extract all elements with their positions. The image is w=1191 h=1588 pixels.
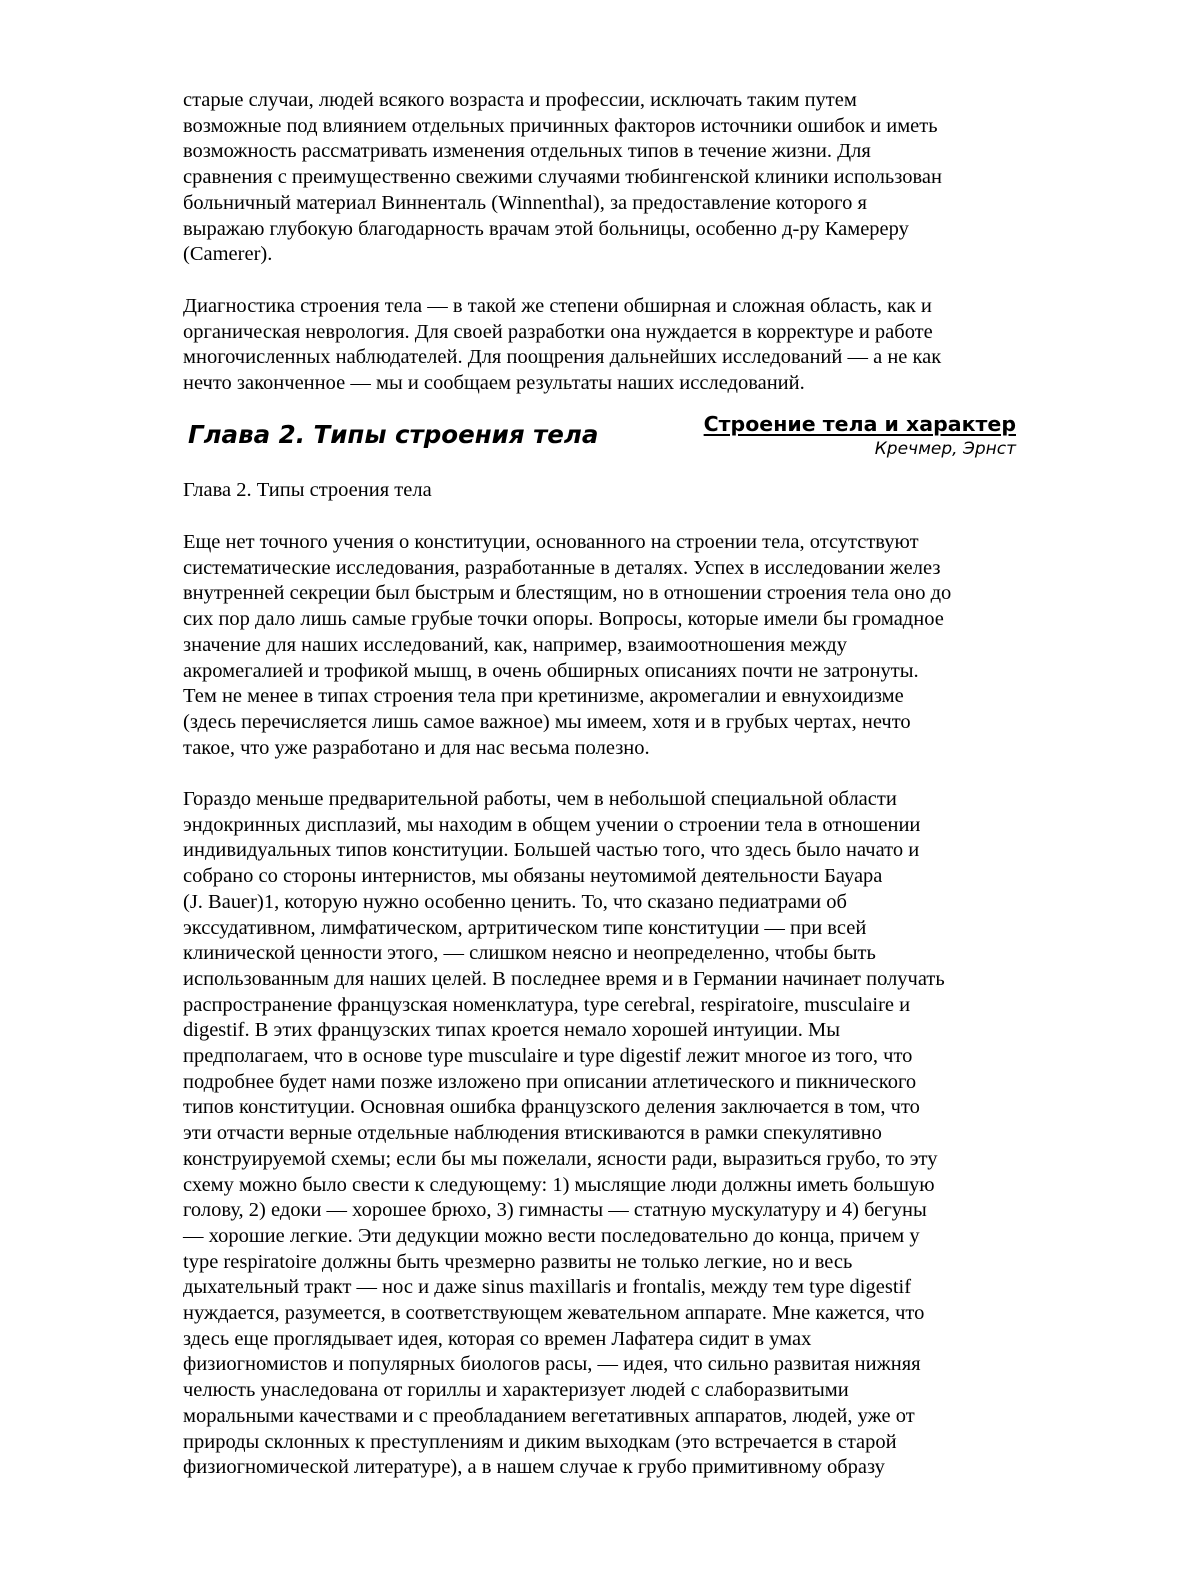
text-line: экссудативном, лимфатическом, артритическом типе конституции — при всей	[183, 916, 867, 939]
text-line: сих пор дало лишь самые грубые точки опоры. Вопросы, которые имели бы громадное	[183, 608, 944, 631]
chapter-heading: Глава 2. Типы строения тела	[188, 420, 599, 449]
chapter-title-plain: Глава 2. Типы строения тела	[183, 479, 432, 501]
text-line: здесь еще проглядывает идея, которая со времен Лафатера сидит в умах	[183, 1327, 812, 1350]
text-line: дыхательный тракт — нос и даже sinus maxillaris и frontalis, между тем type digestif	[183, 1276, 912, 1299]
text-line: предполагаем, что в основе type musculaire и type digestif лежит многое из того, что	[183, 1045, 913, 1068]
text-line: клинической ценности этого, — слишком неясно и неопределенно, чтобы быть	[183, 942, 876, 965]
book-title-link[interactable]: Строение тела и характер	[703, 412, 1016, 436]
text-line: больничный материал Винненталь (Winnenthal), за предоставление которого я	[183, 191, 867, 214]
text-line: распространение французская номенклатура, type cerebral, respiratoire, musculaire и	[183, 993, 911, 1016]
text-line: голову, 2) едоки — хорошее брюхо, 3) гимнасты — статную мускулатуру и 4) бегуны	[183, 1199, 927, 1222]
text-line: Диагностика строения тела — в такой же степени обширная и сложная область, как и	[183, 295, 932, 317]
paragraph-2	[183, 787, 1023, 1481]
text-line: выражаю глубокую благодарность врачам этой больницы, особенно д-ру Камереру	[183, 217, 909, 240]
text-line: (Camerer).	[183, 243, 273, 266]
paragraph-intro	[183, 88, 1023, 268]
text-line: Гораздо меньше предварительной работы, чем в небольшой специальной области	[183, 788, 897, 810]
text-line: индивидуальных типов конституции. Большей частью того, что здесь было начато и	[183, 839, 920, 862]
text-line: возможность рассматривать изменения отдельных типов в течение жизни. Для	[183, 140, 871, 163]
text-line: Тем не менее в типах строения тела при кретинизме, акромегалии и евнухоидизме	[183, 685, 904, 708]
text-line: органическая неврология. Для своей разработки она нуждается в корректуре и работе	[183, 320, 933, 343]
text-line: челюсть унаследована от гориллы и характеризует людей с слаборазвитыми	[183, 1379, 849, 1402]
text-line: type respiratoire должны быть чрезмерно развиты не только легкие, но и весь	[183, 1250, 853, 1273]
text-line: схему можно было свести к следующему: 1) мыслящие люди должны иметь большую	[183, 1173, 935, 1196]
text-line: нечто законченное — мы и сообщаем результаты наших исследований.	[183, 372, 805, 395]
text-line: эти отчасти верные отдельные наблюдения втискиваются в рамки спекулятивно	[183, 1122, 882, 1145]
text-line: моральными качествами и с преобладанием вегетативных аппаратов, людей, уже от	[183, 1404, 915, 1427]
text-line: природы склонных к преступлениям и диким выходкам (это встречается в старой	[183, 1430, 897, 1453]
text-line: систематические исследования, разработанные в деталях. Успех в исследовании желез	[183, 556, 941, 579]
text-line: собрано со стороны интернистов, мы обязаны неутомимой деятельности Бауара	[183, 865, 883, 888]
text-line: (здесь перечисляется лишь самое важное) мы имеем, хотя и в грубых чертах, нечто	[183, 710, 911, 733]
text-line: старые случаи, людей всякого возраста и профессии, исключать таким путем	[183, 89, 857, 111]
text-line: — хорошие легкие. Эти дедукции можно вести последовательно до конца, причем у	[183, 1224, 920, 1247]
text-line: внутренней секреции был быстрым и блестящим, но в отношении строения тела оно до	[183, 582, 952, 605]
paragraph-diagnostics	[183, 294, 1023, 397]
text-line: конструируемой схемы; если бы мы пожелали, ясности ради, выразиться грубо, то эту	[183, 1147, 938, 1170]
text-line: эндокринных дисплазий, мы находим в общем учении о строении тела в отношении	[183, 813, 921, 836]
text-line: физиогномической литературе), а в нашем случае к грубо примитивному образу	[183, 1456, 885, 1479]
text-line: использованным для наших целей. В последнее время и в Германии начинает получать	[183, 967, 945, 990]
text-line: значение для наших исследований, как, например, взаимоотношения между	[183, 633, 847, 656]
text-line: типов конституции. Основная ошибка французского деления заключается в том, что	[183, 1096, 920, 1119]
text-line: нуждается, разумеется, в соответствующем жевательном аппарате. Мне кажется, что	[183, 1302, 925, 1325]
text-line: подробнее будет нами позже изложено при описании атлетического и пикнического	[183, 1070, 917, 1093]
text-line: Еще нет точного учения о конституции, основанного на строении тела, отсутствуют	[183, 531, 919, 553]
text-line: многочисленных наблюдателей. Для поощрения дальнейших исследований — а не как	[183, 346, 942, 369]
text-line: (J. Bauer)1, которую нужно особенно ценить. То, что сказано педиатрами об	[183, 890, 847, 913]
text-line: digestif. В этих французских типах кроется немало хорошей интуиции. Мы	[183, 1019, 841, 1042]
text-line: такое, что уже разработано и для нас весьма полезно.	[183, 736, 650, 759]
text-line: сравнения с преимущественно свежими случаями тюбингенской клиники использован	[183, 166, 942, 189]
text-line: акромегалией и трофикой мышц, в очень обширных описаниях почти не затронуты.	[183, 659, 919, 682]
book-author: Кречмер, Эрнст	[874, 439, 1016, 459]
text-line: возможные под влиянием отдельных причинных факторов источники ошибок и иметь	[183, 114, 938, 137]
text-line: физиогномистов и популярных биологов расы, — идея, что сильно развитая нижняя	[183, 1353, 921, 1376]
paragraph-1	[183, 530, 1023, 761]
